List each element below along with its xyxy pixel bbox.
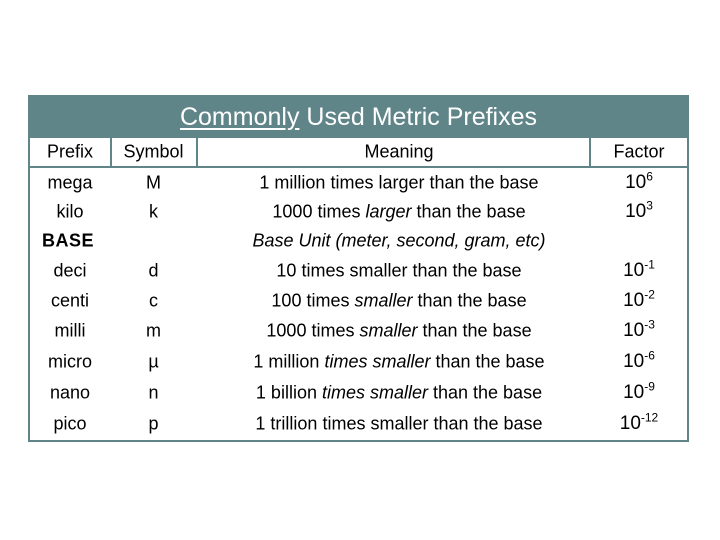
meaning-cell bbox=[198, 382, 600, 403]
header-col-divider-3 bbox=[589, 138, 591, 166]
meaning-emphasis: times smaller bbox=[319, 351, 431, 371]
factor-base: 10 bbox=[623, 350, 645, 372]
factor-exponent: -2 bbox=[644, 287, 655, 302]
factor-base: 10 bbox=[623, 381, 645, 403]
prefix-cell: deci bbox=[53, 260, 87, 281]
meaning-cell bbox=[198, 414, 600, 435]
table-row bbox=[30, 197, 687, 226]
symbol-cell: k bbox=[149, 201, 158, 221]
meaning-text: 1 million bbox=[253, 351, 320, 371]
title-underlined-word: Commonly bbox=[179, 103, 300, 131]
table-row bbox=[30, 316, 687, 346]
prefix-cell: milli bbox=[54, 320, 86, 341]
table-row bbox=[30, 168, 687, 197]
meaning-cell bbox=[198, 172, 600, 193]
meaning-emphasis: smaller bbox=[354, 290, 413, 311]
factor-exponent: -6 bbox=[644, 348, 655, 363]
header-col-divider-2 bbox=[196, 138, 198, 166]
symbol-cell: µ bbox=[148, 351, 159, 371]
header-prefix: Prefix bbox=[46, 141, 93, 162]
symbol-cell: m bbox=[146, 320, 161, 341]
table-row bbox=[30, 346, 687, 377]
factor-exponent: 6 bbox=[646, 169, 653, 184]
factor-base: 10 bbox=[623, 290, 645, 311]
table-title bbox=[180, 101, 537, 132]
factor-exponent: -3 bbox=[644, 317, 655, 332]
metric-prefix-table bbox=[28, 95, 689, 442]
symbol-cell: M bbox=[146, 172, 161, 192]
title-rest: Used Metric Prefixes bbox=[299, 103, 538, 131]
table-title-bar bbox=[28, 95, 689, 138]
meaning-text: than the base bbox=[411, 201, 526, 221]
symbol-cell: p bbox=[148, 413, 159, 434]
meaning-text: 1000 times bbox=[272, 201, 366, 221]
factor-cell bbox=[591, 198, 687, 223]
meaning-text: than the base bbox=[430, 351, 545, 371]
prefix-cell: pico bbox=[53, 413, 87, 434]
header-col-divider-1 bbox=[110, 138, 112, 166]
header-meaning: Meaning bbox=[364, 141, 434, 162]
symbol-cell: d bbox=[148, 260, 159, 281]
table-row bbox=[30, 377, 687, 408]
meaning-text: than the base bbox=[427, 382, 543, 402]
factor-exponent: -12 bbox=[640, 410, 659, 425]
meaning-text: 1000 times bbox=[266, 320, 360, 341]
factor-cell bbox=[591, 169, 687, 194]
factor-exponent: 3 bbox=[646, 198, 653, 213]
factor-base: 10 bbox=[623, 320, 645, 341]
factor-base: 10 bbox=[623, 260, 645, 281]
header-symbol: Symbol bbox=[123, 141, 184, 162]
meaning-cell bbox=[198, 321, 600, 342]
meaning-emphasis: larger bbox=[365, 201, 412, 221]
factor-cell bbox=[591, 348, 687, 373]
prefix-cell: mega bbox=[47, 172, 93, 192]
table-grid bbox=[30, 138, 687, 440]
table-row bbox=[30, 286, 687, 316]
prefix-cell: BASE bbox=[42, 230, 95, 251]
meaning-text: than the base bbox=[412, 290, 527, 311]
factor-base: 10 bbox=[625, 171, 647, 193]
prefix-cell: kilo bbox=[56, 201, 84, 221]
meaning-text: 10 times smaller than the base bbox=[276, 260, 522, 281]
table-row bbox=[30, 408, 687, 440]
table-row-base bbox=[30, 226, 687, 256]
meaning-cell: Base Unit (meter, second, gram, etc) bbox=[252, 230, 546, 251]
table-row bbox=[30, 256, 687, 286]
meaning-cell bbox=[198, 201, 600, 222]
factor-exponent: -1 bbox=[644, 257, 655, 272]
meaning-text: 1 trillion times smaller than the base bbox=[255, 413, 543, 434]
factor-cell bbox=[591, 379, 687, 404]
meaning-text: than the base bbox=[417, 320, 532, 341]
prefix-cell: nano bbox=[49, 382, 91, 402]
factor-cell bbox=[591, 257, 687, 282]
factor-cell bbox=[591, 287, 687, 312]
meaning-text: 100 times bbox=[271, 290, 355, 311]
factor-base: 10 bbox=[625, 200, 647, 222]
factor-cell bbox=[591, 317, 687, 342]
meaning-text: 1 million times larger than the base bbox=[259, 172, 539, 192]
factor-cell bbox=[591, 410, 687, 435]
meaning-text: 1 billion bbox=[255, 382, 317, 402]
meaning-cell bbox=[198, 261, 600, 282]
meaning-emphasis: smaller bbox=[359, 320, 418, 341]
prefix-cell: micro bbox=[48, 351, 92, 371]
meaning-cell bbox=[198, 291, 600, 312]
header-factor: Factor bbox=[613, 141, 665, 162]
symbol-cell: n bbox=[148, 382, 159, 402]
meaning-cell bbox=[198, 351, 600, 372]
factor-exponent: -9 bbox=[644, 379, 655, 394]
prefix-cell: centi bbox=[50, 290, 90, 311]
factor-base: 10 bbox=[619, 413, 641, 434]
symbol-cell: c bbox=[149, 290, 158, 311]
meaning-emphasis: times smaller bbox=[316, 382, 428, 402]
